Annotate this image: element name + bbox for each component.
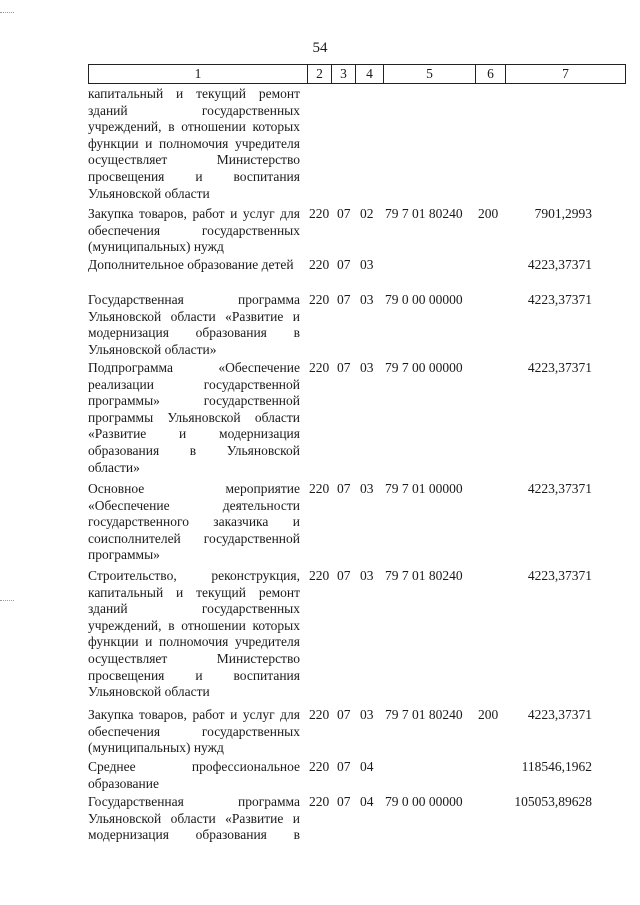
row-col-7: 4223,37371: [527, 568, 592, 583]
header-col-4: 4: [355, 65, 383, 83]
row-col-3: 07: [337, 759, 351, 774]
row-description: капитальный и текущий ремонт зданий государственных учреждений, в отношении которых функции и полномочия учредителя осуществляет Министерство просвещения и воспитания Ульяновской области: [88, 86, 300, 201]
page-number: 54: [312, 40, 328, 56]
row-description: Государственная программа Ульяновской области «Развитие и модернизация образования в: [88, 794, 300, 843]
header-col-5: 5: [383, 65, 475, 83]
header-col-1: 1: [194, 66, 202, 81]
row-col-5: 79 7 01 80240: [385, 707, 463, 722]
row-description: Подпрограмма «Обеспечение реализации государственной программы» государственной программы Ульяновской области «Развитие и модернизация образования в Ульяновской области»: [88, 360, 300, 475]
row-col-7: 4223,37371: [527, 481, 592, 496]
row-col-2: 220: [309, 707, 330, 722]
row-description: Основное мероприятие «Обеспечение деятельности государственного заказчика и соисполнителей государственной программы»: [88, 481, 300, 563]
scan-edge-mark: [0, 12, 14, 13]
row-col-4: 03: [360, 292, 374, 307]
header-col-7: 7: [505, 65, 625, 83]
row-col-4: 04: [360, 759, 374, 774]
row-col-7: 4223,37371: [527, 257, 592, 272]
row-col-2: 220: [309, 759, 330, 774]
row-col-7: 7901,2993: [534, 206, 592, 221]
row-col-4: 03: [360, 568, 374, 583]
row-col-4: 04: [360, 794, 374, 809]
row-col-3: 07: [337, 481, 351, 496]
row-col-5: 79 7 00 00000: [385, 360, 463, 375]
header-col-6: 6: [475, 65, 505, 83]
row-description: Среднее профессиональное образование: [88, 759, 300, 791]
row-col-4: 03: [360, 257, 374, 272]
row-col-2: 220: [309, 206, 330, 221]
row-col-4: 03: [360, 481, 374, 496]
row-col-2: 220: [309, 360, 330, 375]
header-col-2: 2: [307, 65, 331, 83]
row-col-3: 07: [337, 206, 351, 221]
row-col-2: 220: [309, 481, 330, 496]
row-description: Дополнительное образование детей: [88, 257, 294, 272]
row-col-2: 220: [309, 257, 330, 272]
row-col-6: 200: [478, 707, 499, 722]
row-col-3: 07: [337, 794, 351, 809]
header-col-3: 3: [331, 65, 355, 83]
row-col-4: 03: [360, 360, 374, 375]
row-col-7: 105053,89628: [514, 794, 592, 809]
row-col-5: 79 0 00 00000: [385, 292, 463, 307]
row-col-5: 79 0 00 00000: [385, 794, 463, 809]
row-col-7: 118546,1962: [521, 759, 592, 774]
row-col-5: 79 7 01 80240: [385, 206, 463, 221]
row-col-3: 07: [337, 360, 351, 375]
row-col-6: 200: [478, 206, 499, 221]
row-col-7: 4223,37371: [527, 707, 592, 722]
row-col-2: 220: [309, 568, 330, 583]
row-col-3: 07: [337, 568, 351, 583]
row-col-7: 4223,37371: [527, 292, 592, 307]
row-description: Закупка товаров, работ и услуг для обеспечения государственных (муниципальных) нужд: [88, 206, 300, 255]
row-col-4: 03: [360, 707, 374, 722]
row-col-5: 79 7 01 80240: [385, 568, 463, 583]
row-col-3: 07: [337, 257, 351, 272]
row-col-5: 79 7 01 00000: [385, 481, 463, 496]
row-col-2: 220: [309, 794, 330, 809]
row-col-4: 02: [360, 206, 374, 221]
table-header: [88, 64, 626, 84]
scan-edge-mark: [0, 600, 14, 601]
row-col-3: 07: [337, 707, 351, 722]
row-col-3: 07: [337, 292, 351, 307]
row-description: Государственная программа Ульяновской области «Развитие и модернизация образования в Ульяновской области»: [88, 292, 300, 357]
row-description: Строительство, реконструкция, капитальный и текущий ремонт зданий государственных учреждений, в отношении которых функции и полномочия учредителя осуществляет Министерство просвещения и воспитания Ульяновской области: [88, 568, 300, 700]
row-description: Закупка товаров, работ и услуг для обеспечения государственных (муниципальных) нужд: [88, 707, 300, 756]
row-col-7: 4223,37371: [527, 360, 592, 375]
row-col-2: 220: [309, 292, 330, 307]
